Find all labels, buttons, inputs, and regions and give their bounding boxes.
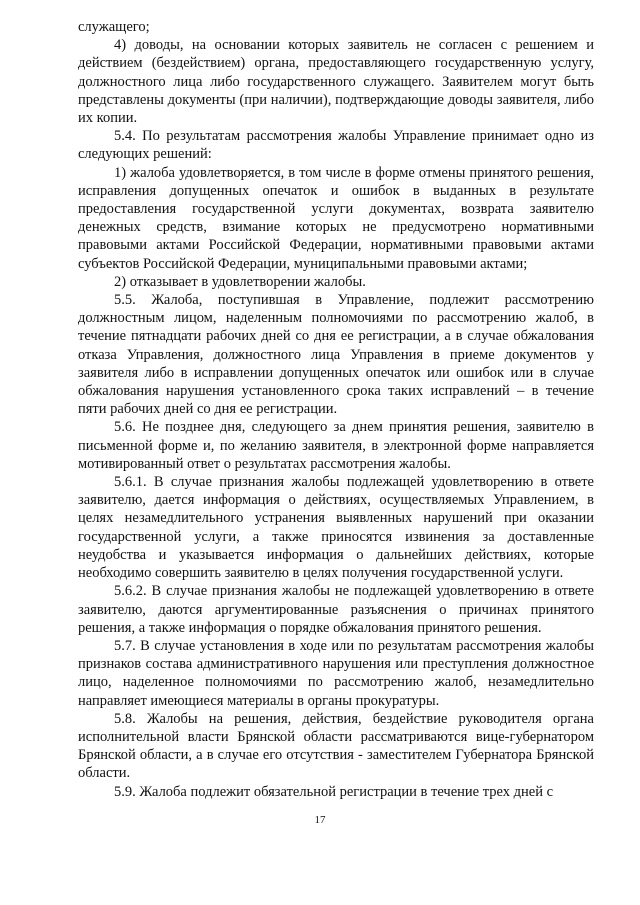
paragraph-5-7: 5.7. В случае установления в ходе или по результатам рассмотрения жалобы признаков состава административного нарушения или преступления должностное лицо, наделенное полномочиями по рассмотрению жалоб, незамедлительно направляет имеющиеся материалы в органы прокуратуры. bbox=[78, 637, 594, 709]
paragraph-5-6-1: 5.6.1. В случае признания жалобы подлежащей удовлетворению в ответе заявителю, дается информация о действиях, осуществляемых Управлением, в целях незамедлительного устранения выявленных нарушений при оказании государственной услуги, а также приносятся извинения за доставленные неудобства и указывается информация о дальнейших действиях, которые необходимо совершить заявителю в целях получения государственной услуги. bbox=[78, 474, 594, 582]
paragraph-5-8: 5.8. Жалобы на решения, действия, бездействие руководителя органа исполнительной власти Брянской области рассматриваются вице-губернатором Брянской области, а в случае его отсутствия - заместителем Губернатора Брянской области. bbox=[78, 710, 594, 782]
paragraph-5-6-2: 5.6.2. В случае признания жалобы не подлежащей удовлетворению в ответе заявителю, даются аргументированные разъяснения о причинах принятого решения, а также информация о порядке обжалования принятого решения. bbox=[78, 583, 594, 636]
document-body bbox=[78, 18, 594, 801]
paragraph-item-4-arguments: 4) доводы, на основании которых заявитель не согласен с решением и действием (бездействием) органа, предоставляющего государственную услугу, должностного лица либо государственного служащего. Заявителем могут быть представлены документы (при наличии), подтверждающие доводы заявителя, либо их копии. bbox=[78, 37, 594, 127]
page-number: 17 bbox=[314, 814, 326, 826]
paragraph-5-6: 5.6. Не позднее дня, следующего за днем принятия решения, заявителю в письменной форме и, по желанию заявителя, в электронной форме направляется мотивированный ответ о результатах рассмотрения жалобы. bbox=[78, 419, 594, 472]
paragraph-5-9: 5.9. Жалоба подлежит обязательной регистрации в течение трех дней с bbox=[114, 783, 554, 800]
paragraph-decision-2: 2) отказывает в удовлетворении жалобы. bbox=[114, 273, 366, 290]
paragraph-continuation: служащего; bbox=[78, 19, 150, 35]
paragraph-5-5: 5.5. Жалоба, поступившая в Управление, подлежит рассмотрению должностным лицом, наделенным полномочиями по рассмотрению жалоб, в течение пятнадцати рабочих дней со дня ее регистрации, а в случае обжалования отказа Управления, должностного лица Управления в приеме документов у заявителя либо в исправлении допущенных опечаток или ошибок или в случае обжалования нарушения установленного срока таких исправлений – в течение пяти рабочих дней со дня ее регистрации. bbox=[78, 292, 594, 418]
paragraph-decision-1: 1) жалоба удовлетворяется, в том числе в форме отмены принятого решения, исправления допущенных опечаток и ошибок в выданных в результате предоставления государственной услуги документах, возврата заявителю денежных средств, взимание которых не предусмотрено нормативными правовыми актами Российской Федерации, нормативными правовыми актами субъектов Российской Федерации, муниципальными правовыми актами; bbox=[78, 164, 594, 272]
paragraph-5-4: 5.4. По результатам рассмотрения жалобы Управление принимает одно из следующих решений: bbox=[78, 128, 594, 163]
